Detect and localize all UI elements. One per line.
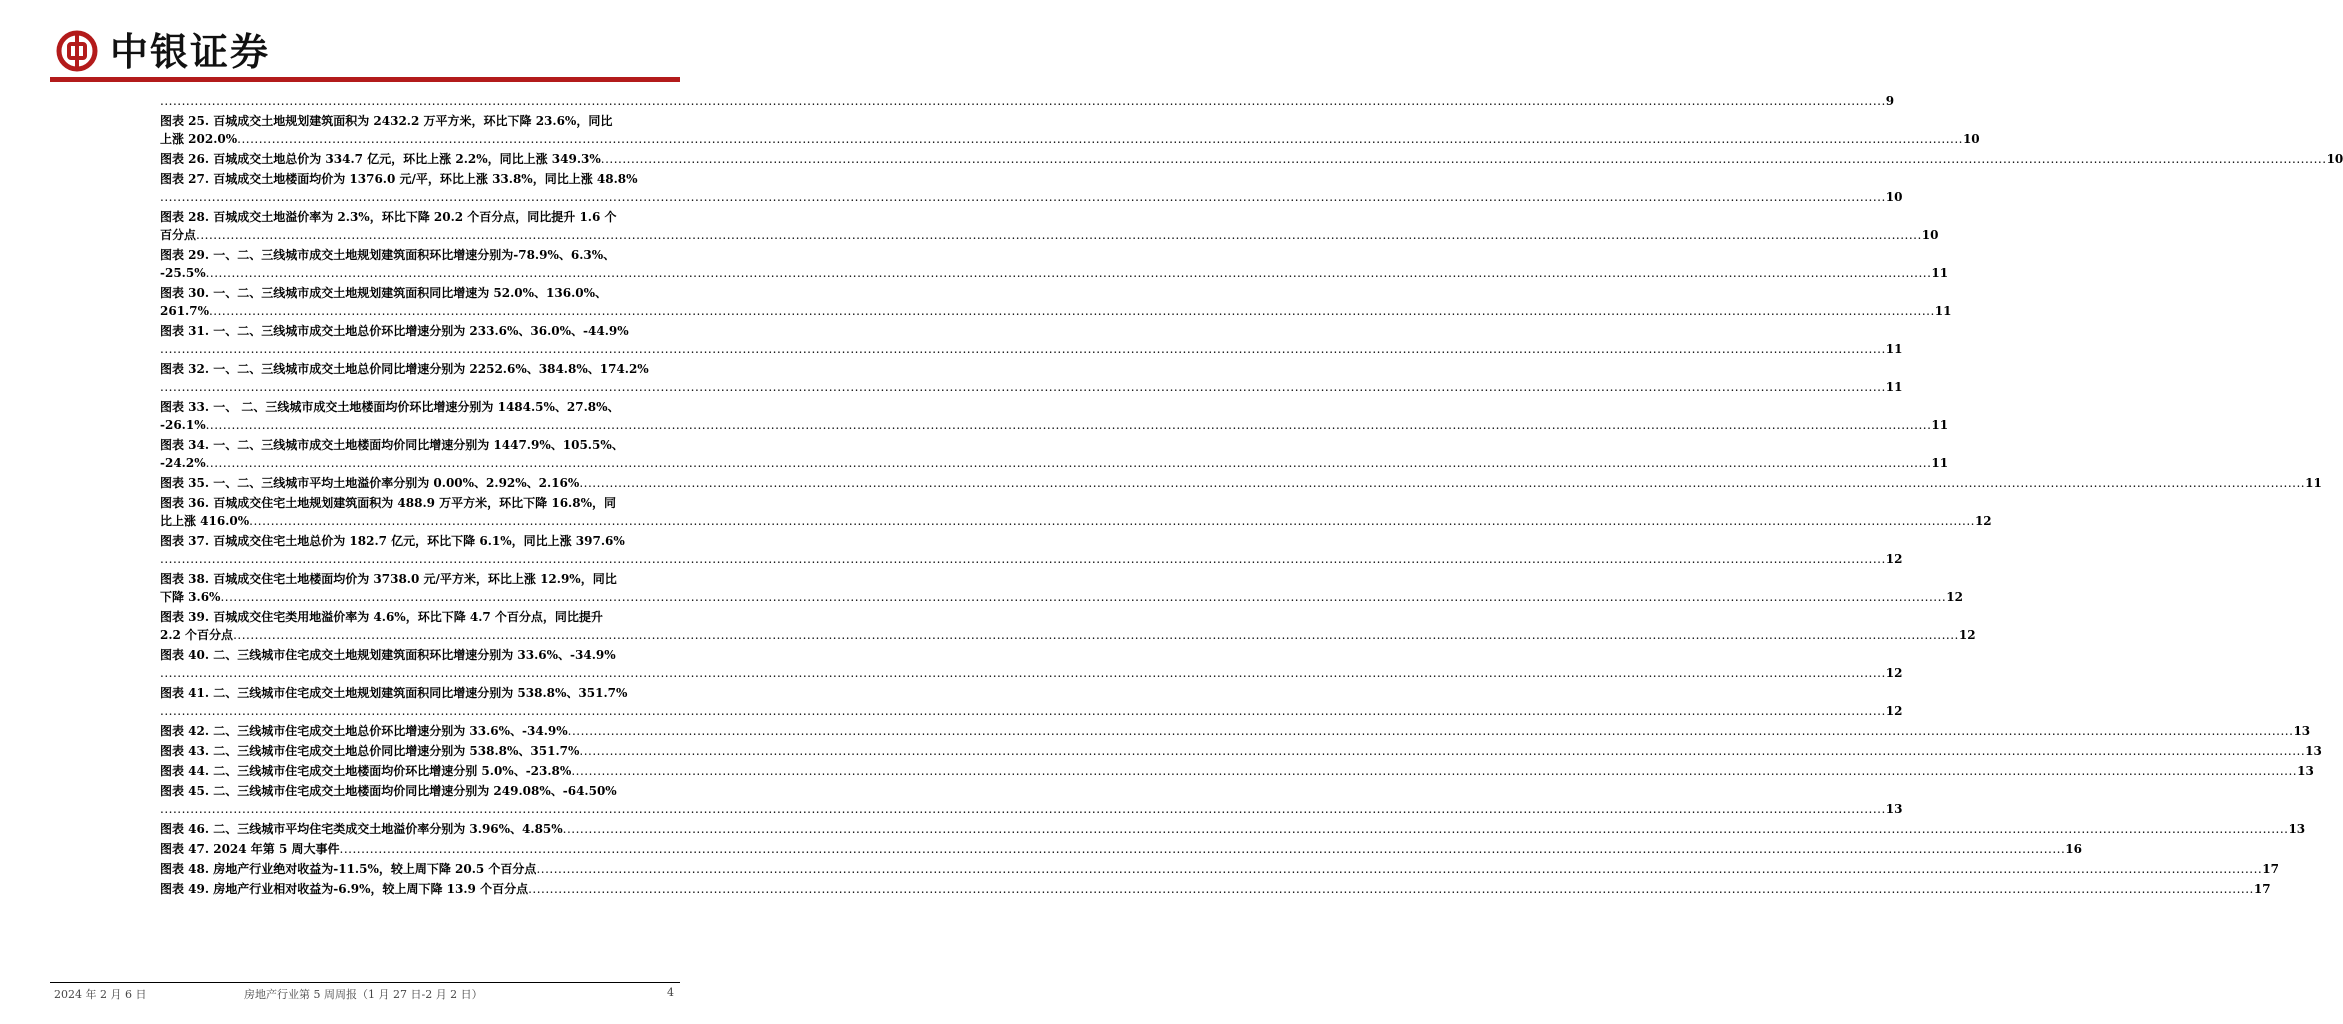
dot-leader: ................................................................................................................................................................................................................................................................................................................................................................................................................	[208, 304, 1935, 318]
toc-entry-text: 图表 28. 百城成交土地溢价率为 2.3%，环比下降 20.2 个百分点，同比提升 1.6 个	[160, 210, 617, 224]
dot-leader: ................................................................................................................................................................................................................................................................................................................................................................................................................	[567, 724, 2294, 738]
toc-entry[interactable]	[160, 570, 1963, 606]
toc-line	[160, 302, 1952, 320]
toc-page-number: 10	[1921, 228, 1939, 242]
toc-entry[interactable]	[160, 532, 1903, 568]
toc-page-number: 11	[1931, 456, 1949, 470]
toc-page-number: 11	[1931, 418, 1949, 432]
toc-line	[160, 664, 1903, 682]
toc-line	[160, 264, 1949, 282]
toc-entry[interactable]	[160, 880, 2271, 898]
toc-line	[160, 92, 1895, 110]
toc-entry-text: 图表 45. 二、三线城市住宅成交土地楼面均价同比增速分别为 249.08%、-64.50%	[160, 784, 617, 798]
toc-line	[160, 532, 680, 550]
toc-entry-text: 比上涨 416.0%	[160, 514, 250, 528]
toc-page-number: 13	[2288, 822, 2306, 836]
dot-leader: ................................................................................................................................................................................................................................................................................................................................................................................................................	[579, 476, 2306, 490]
toc-entry[interactable]	[160, 284, 1952, 320]
toc-line	[160, 170, 680, 188]
dot-leader: ................................................................................................................................................................................................................................................................................................................................................................................................................	[233, 628, 1959, 642]
table-of-figures	[160, 92, 2343, 900]
toc-line	[160, 820, 2306, 838]
toc-page-number: 10	[1962, 132, 1980, 146]
toc-entry-text: 图表 34. 一、二、三线城市成交土地楼面均价同比增速分别为 1447.9%、105.5%、	[160, 438, 624, 452]
toc-entry[interactable]	[160, 742, 2322, 760]
dot-leader: ................................................................................................................................................................................................................................................................................................................................................................................................................	[160, 704, 1886, 718]
toc-entry-text: 图表 29. 一、二、三线城市成交土地规划建筑面积环比增速分别为-78.9%、6.3%、	[160, 248, 616, 262]
toc-entry-text: 图表 47. 2024 年第 5 周大事件	[160, 842, 340, 856]
toc-page-number: 10	[1885, 190, 1903, 204]
toc-page-number: 10	[2326, 152, 2343, 166]
dot-leader: ................................................................................................................................................................................................................................................................................................................................................................................................................	[339, 842, 2066, 856]
toc-line	[160, 762, 2314, 780]
toc-line	[160, 588, 1963, 606]
toc-line	[160, 150, 2343, 168]
toc-entry-text: 图表 27. 百城成交土地楼面均价为 1376.0 元/平，环比上涨 33.8%，同比上涨 48.8%	[160, 172, 638, 186]
toc-line	[160, 646, 680, 664]
toc-line	[160, 284, 680, 302]
toc-page-number: 13	[2293, 724, 2311, 738]
toc-entry[interactable]	[160, 494, 1992, 530]
footer-divider	[50, 982, 680, 983]
header-divider	[50, 77, 680, 82]
toc-entry[interactable]	[160, 646, 1903, 682]
toc-line	[160, 226, 1939, 244]
page-header	[0, 0, 724, 84]
dot-leader: ................................................................................................................................................................................................................................................................................................................................................................................................................	[205, 456, 1932, 470]
toc-entry-text: 图表 32. 一、二、三线城市成交土地总价同比增速分别为 2252.6%、384.8%、174.2%	[160, 362, 649, 376]
page-number: 4	[667, 986, 674, 999]
toc-entry-text: 上涨 202.0%	[160, 132, 238, 146]
toc-entry[interactable]	[160, 246, 1949, 282]
toc-entry[interactable]	[160, 322, 1903, 358]
toc-entry[interactable]	[160, 840, 2082, 858]
toc-line	[160, 800, 1903, 818]
toc-entry[interactable]	[160, 820, 2306, 838]
bank-of-china-logo-icon	[56, 30, 98, 72]
toc-line	[160, 378, 1903, 396]
toc-entry-text: 图表 44. 二、三线城市住宅成交土地楼面均价环比增速分别 5.0%、-23.8%	[160, 764, 572, 778]
toc-page-number: 13	[2305, 744, 2322, 758]
dot-leader: ................................................................................................................................................................................................................................................................................................................................................................................................................	[160, 342, 1886, 356]
dot-leader: ................................................................................................................................................................................................................................................................................................................................................................................................................	[536, 862, 2263, 876]
toc-entry-text: 图表 33. 一、 二、三线城市成交土地楼面均价环比增速分别为 1484.5%、27.8%、	[160, 400, 620, 414]
toc-page-number: 13	[1885, 802, 1903, 816]
dot-leader: ................................................................................................................................................................................................................................................................................................................................................................................................................	[528, 882, 2254, 896]
toc-entry-text: 图表 42. 二、三线城市住宅成交土地总价环比增速分别为 33.6%、-34.9%	[160, 724, 568, 738]
toc-page-number: 13	[2297, 764, 2314, 778]
dot-leader: ................................................................................................................................................................................................................................................................................................................................................................................................................	[160, 190, 1886, 204]
toc-page-number: 11	[1885, 380, 1903, 394]
toc-entry-text: 图表 38. 百城成交住宅土地楼面均价为 3738.0 元/平方米，环比上涨 12.9%，同比	[160, 572, 617, 586]
toc-line	[160, 702, 1903, 720]
toc-entry-text: 2.2 个百分点	[160, 628, 234, 642]
toc-entry-text: 图表 37. 百城成交住宅土地总价为 182.7 亿元，环比下降 6.1%，同比上涨 397.6%	[160, 534, 625, 548]
toc-entry[interactable]	[160, 860, 2279, 878]
toc-line	[160, 684, 680, 702]
toc-line	[160, 340, 1903, 358]
toc-entry-text: 261.7%	[160, 304, 209, 318]
toc-entry-text: 图表 46. 二、三线城市平均住宅类成交土地溢价率分别为 3.96%、4.85%	[160, 822, 563, 836]
toc-page-number: 11	[1931, 266, 1949, 280]
footer-date: 2024 年 2 月 6 日	[54, 988, 147, 1001]
dot-leader: ................................................................................................................................................................................................................................................................................................................................................................................................................	[160, 552, 1886, 566]
toc-line	[160, 840, 2082, 858]
toc-entry[interactable]	[160, 474, 2322, 492]
toc-line	[160, 416, 1949, 434]
toc-line	[160, 360, 680, 378]
toc-line	[160, 550, 1903, 568]
toc-line	[160, 130, 1980, 148]
dot-leader: ................................................................................................................................................................................................................................................................................................................................................................................................................	[196, 228, 1922, 242]
toc-entry-text: 图表 35. 一、二、三线城市平均土地溢价率分别为 0.00%、2.92%、2.16%	[160, 476, 580, 490]
toc-line	[160, 322, 680, 340]
dot-leader: ................................................................................................................................................................................................................................................................................................................................................................................................................	[220, 590, 1947, 604]
toc-entry-text: 图表 49. 房地产行业相对收益为-6.9%，较上周下降 13.9 个百分点	[160, 882, 529, 896]
toc-line	[160, 436, 680, 454]
toc-entry-text: 图表 39. 百城成交住宅类用地溢价率为 4.6%，环比下降 4.7 个百分点，同比提升	[160, 610, 603, 624]
toc-entry-text: 图表 31. 一、二、三线城市成交土地总价环比增速分别为 233.6%、36.0%、-44.9%	[160, 324, 629, 338]
toc-line	[160, 188, 1903, 206]
toc-entry[interactable]	[160, 608, 1976, 644]
toc-page-number: 11	[1885, 342, 1903, 356]
toc-page-number: 16	[2065, 842, 2082, 856]
toc-page-number: 11	[1934, 304, 1952, 318]
toc-entry-text: 百分点	[160, 228, 197, 242]
toc-entry[interactable]	[160, 684, 1903, 720]
toc-entry-text: -25.5%	[160, 266, 206, 280]
toc-line	[160, 474, 2322, 492]
toc-entry[interactable]	[160, 150, 2343, 168]
toc-line	[160, 608, 680, 626]
dot-leader: ................................................................................................................................................................................................................................................................................................................................................................................................................	[160, 94, 1886, 108]
toc-line	[160, 494, 680, 512]
toc-entry[interactable]	[160, 436, 1949, 472]
toc-page-number: 12	[1885, 666, 1903, 680]
toc-line	[160, 208, 680, 226]
toc-entry-text: 图表 36. 百城成交住宅土地规划建筑面积为 488.9 万平方米，环比下降 16.8%，同	[160, 496, 616, 510]
toc-line	[160, 454, 1949, 472]
dot-leader: ................................................................................................................................................................................................................................................................................................................................................................................................................	[249, 514, 1975, 528]
toc-entry-text: -26.1%	[160, 418, 206, 432]
toc-line	[160, 398, 680, 416]
toc-line	[160, 112, 680, 130]
toc-entry-text: 图表 26. 百城成交土地总价为 334.7 亿元，环比上涨 2.2%，同比上涨 349.3%	[160, 152, 601, 166]
toc-line	[160, 880, 2271, 898]
toc-page-number: 11	[2305, 476, 2322, 490]
brand-name: 中银证券	[110, 30, 271, 74]
toc-entry-text: 图表 48. 房地产行业绝对收益为-11.5%，较上周下降 20.5 个百分点	[160, 862, 537, 876]
toc-entry[interactable]	[160, 112, 1980, 148]
toc-page-number: 17	[2253, 882, 2271, 896]
toc-entry-text: 图表 43. 二、三线城市住宅成交土地总价同比增速分别为 538.8%、351.7%	[160, 744, 580, 758]
dot-leader: ................................................................................................................................................................................................................................................................................................................................................................................................................	[600, 152, 2327, 166]
toc-entry-text: 图表 41. 二、三线城市住宅成交土地规划建筑面积同比增速分别为 538.8%、351.7%	[160, 686, 628, 700]
toc-entry-text: -24.2%	[160, 456, 206, 470]
toc-line	[160, 782, 680, 800]
toc-entry-text: 下降 3.6%	[160, 590, 221, 604]
toc-line	[160, 626, 1976, 644]
toc-line	[160, 570, 680, 588]
dot-leader: ................................................................................................................................................................................................................................................................................................................................................................................................................	[160, 802, 1886, 816]
toc-page-number: 12	[1946, 590, 1963, 604]
toc-entry[interactable]	[160, 722, 2311, 740]
toc-page-number: 17	[2262, 862, 2279, 876]
toc-entry[interactable]	[160, 782, 1903, 818]
toc-entry-text: 图表 25. 百城成交土地规划建筑面积为 2432.2 万平方米，环比下降 23.6%，同比	[160, 114, 613, 128]
dot-leader: ................................................................................................................................................................................................................................................................................................................................................................................................................	[160, 666, 1886, 680]
toc-line	[160, 860, 2279, 878]
dot-leader: ................................................................................................................................................................................................................................................................................................................................................................................................................	[237, 132, 1963, 146]
toc-line	[160, 246, 680, 264]
toc-entry[interactable]	[160, 762, 2314, 780]
toc-entry[interactable]	[160, 170, 1903, 206]
toc-entry[interactable]	[160, 208, 1939, 244]
toc-entry[interactable]	[160, 360, 1903, 396]
toc-entry-text: 图表 40. 二、三线城市住宅成交土地规划建筑面积环比增速分别为 33.6%、-34.9%	[160, 648, 616, 662]
page-footer	[54, 986, 680, 1004]
toc-line	[160, 512, 1992, 530]
toc-page-number: 12	[1885, 552, 1903, 566]
toc-page-number: 12	[1974, 514, 1992, 528]
toc-page-number: 12	[1958, 628, 1976, 642]
toc-entry-text: 图表 30. 一、二、三线城市成交土地规划建筑面积同比增速为 52.0%、136.0%、	[160, 286, 608, 300]
dot-leader: ................................................................................................................................................................................................................................................................................................................................................................................................................	[160, 380, 1886, 394]
toc-line	[160, 742, 2322, 760]
toc-entry[interactable]	[160, 92, 1895, 110]
footer-report-title: 房地产行业第 5 周周报（1 月 27 日-2 月 2 日）	[244, 988, 483, 1001]
toc-entry[interactable]	[160, 398, 1949, 434]
dot-leader: ................................................................................................................................................................................................................................................................................................................................................................................................................	[205, 418, 1932, 432]
dot-leader: ................................................................................................................................................................................................................................................................................................................................................................................................................	[205, 266, 1932, 280]
toc-page-number: 9	[1885, 94, 1895, 108]
dot-leader: ................................................................................................................................................................................................................................................................................................................................................................................................................	[571, 764, 2298, 778]
dot-leader: ................................................................................................................................................................................................................................................................................................................................................................................................................	[579, 744, 2306, 758]
dot-leader: ................................................................................................................................................................................................................................................................................................................................................................................................................	[562, 822, 2289, 836]
toc-page-number: 12	[1885, 704, 1903, 718]
toc-line	[160, 722, 2311, 740]
